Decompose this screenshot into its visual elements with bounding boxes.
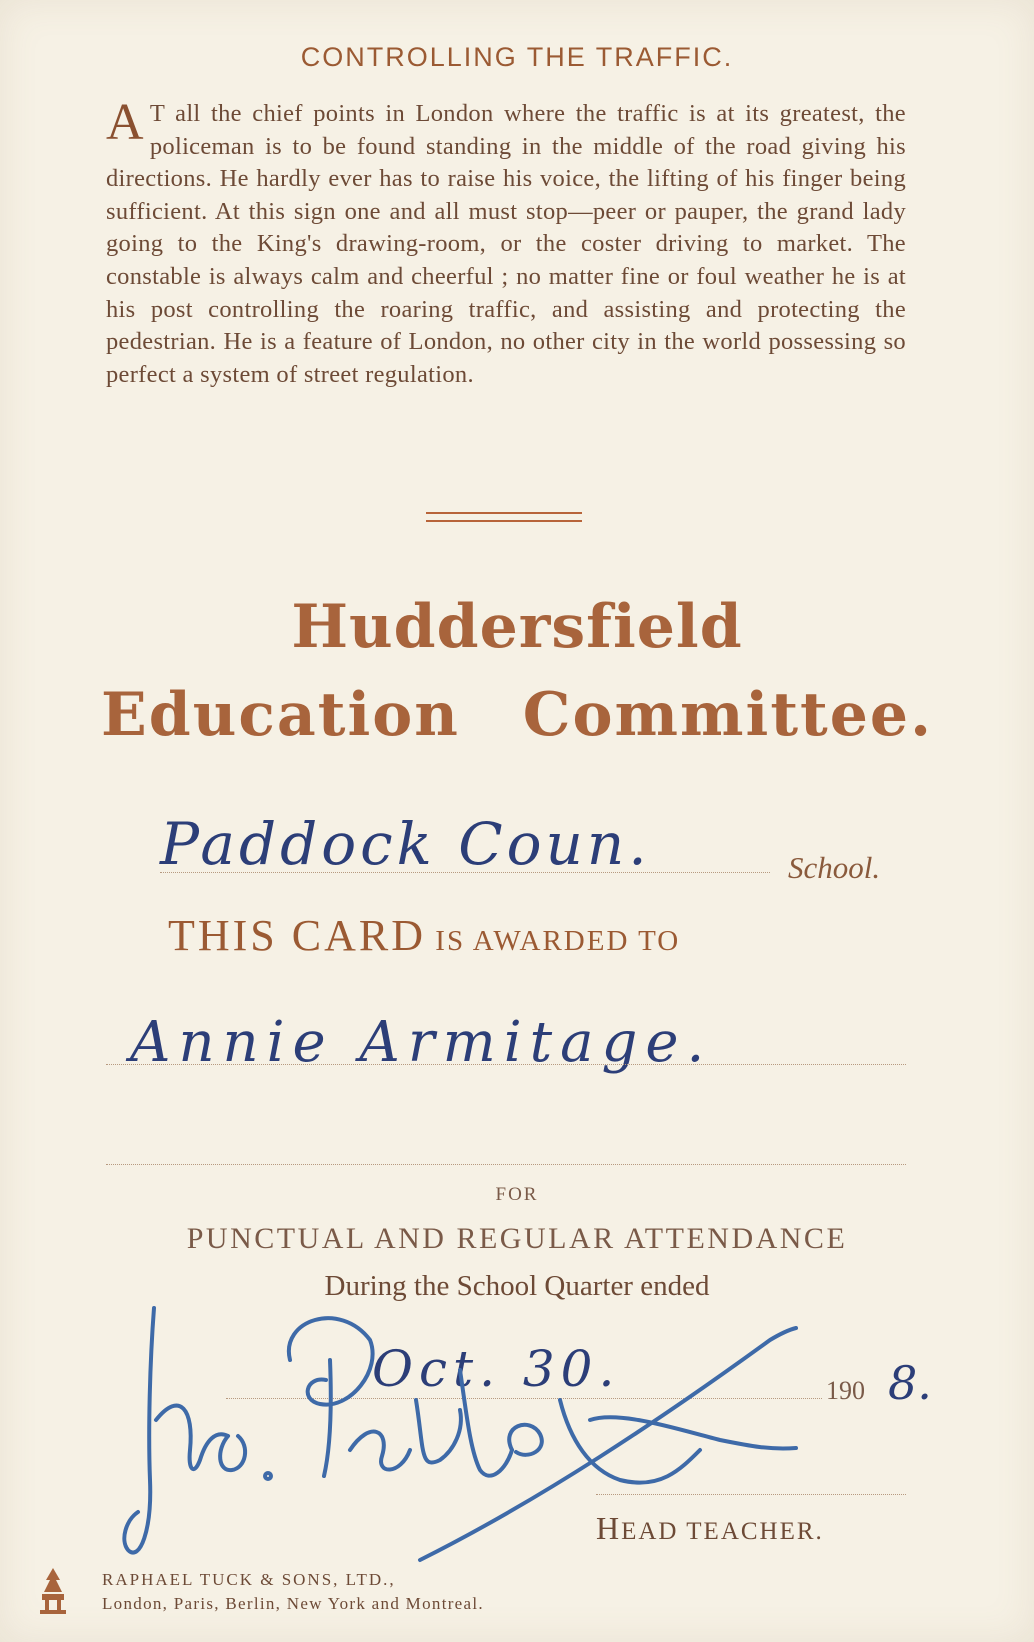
school-label: School. [788,850,881,885]
card-phrase-large: THIS CARD [168,911,427,960]
signature-dotted-line [596,1494,906,1495]
awardee-dotted-line-1 [106,1064,906,1065]
date-dotted-line [226,1398,822,1399]
year-printed: 190 [826,1376,865,1405]
awardee-dotted-line-2 [106,1164,906,1165]
publisher-cities: London, Paris, Berlin, New York and Montreal. [102,1594,484,1613]
school-name-handwritten: Paddock Coun. [160,810,651,878]
head-teacher-cap: H [596,1510,622,1546]
publisher-easel-logo [36,1566,70,1616]
divider-rule-bottom [426,520,582,522]
committee-title-line1: Huddersfield [291,592,743,662]
drop-cap: A [106,94,144,151]
awardee-name-handwritten: Annie Armitage. [130,1010,713,1075]
attendance-reason: PUNCTUAL AND REGULAR ATTENDANCE [186,1222,848,1255]
head-teacher-label [596,1510,824,1547]
story-heading: CONTROLLING THE TRAFFIC. [300,42,734,72]
story-text: T all the chief points in London where the traffic is at its greatest, the policeman is to be found standing in the middle of the road giving his directions. He hardly ever has to raise his voice, the lifting of his finger being sufficient. At this sign one and all must stop—peer or pauper, the grand lady going to the King's drawing-room, or the coster driving to market. The constable is always calm and cheerful ; no matter fine or foul weather he is at his post controlling the roaring traffic, and assisting and protecting the pedestrian. He is a feature of London, no other city in the world possessing so perfect a system of street regulation. [106,100,906,388]
quarter-label: During the School Quarter ended [324,1270,710,1302]
publisher-name: RAPHAEL TUCK & SONS, LTD., [102,1570,396,1589]
story-paragraph [106,94,906,391]
committee-title-line2: Education Committee. [101,680,933,750]
school-dotted-line [160,872,770,873]
card-awarded-line [168,910,868,961]
divider-rule-top [426,512,582,514]
for-label: FOR [495,1184,539,1205]
head-teacher-rest: EAD TEACHER. [621,1518,824,1545]
card-phrase-small: IS AWARDED TO [426,925,681,957]
year-handwritten: 8. [888,1356,932,1410]
publisher-imprint [102,1568,484,1616]
date-handwritten: Oct. 30. [372,1340,621,1398]
